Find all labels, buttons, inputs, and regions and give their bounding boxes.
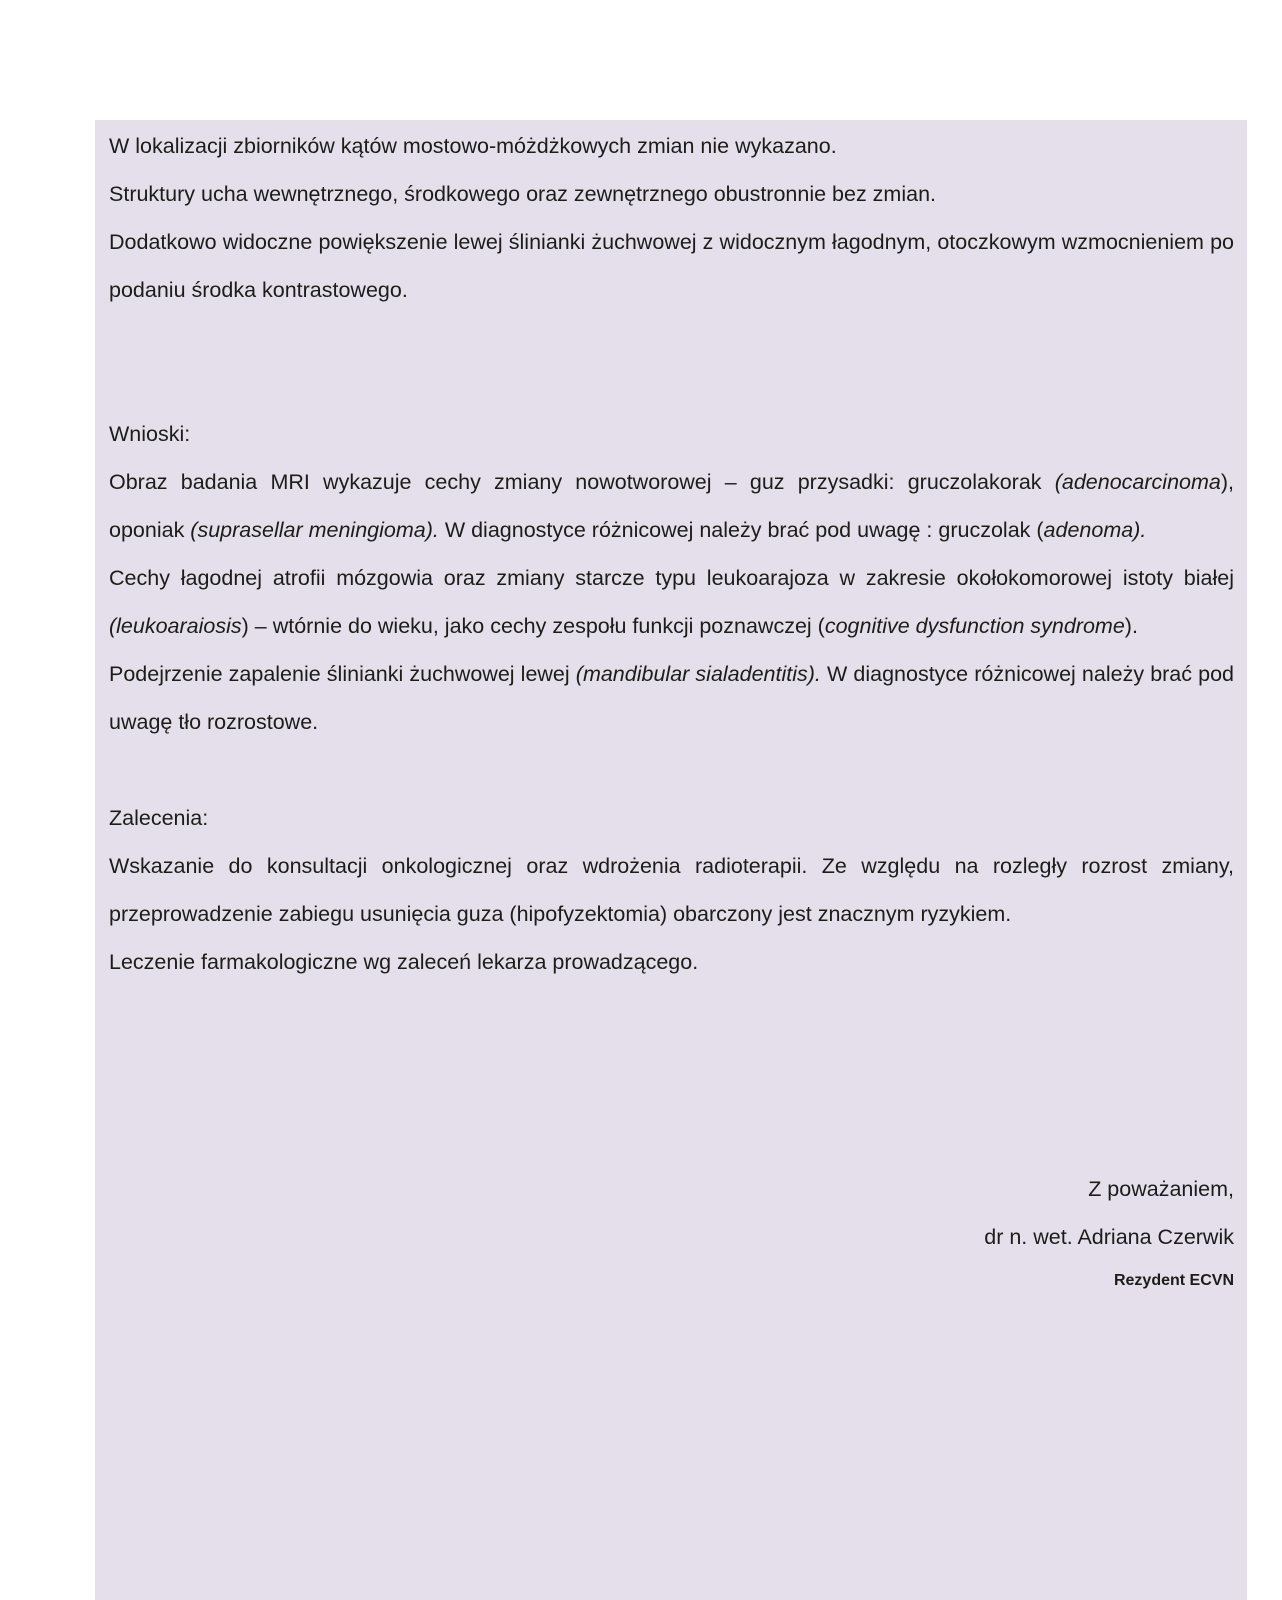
term-leukoaraiosis: (leukoaraiosis — [109, 614, 242, 638]
signature-closing: Z poważaniem, — [1088, 1177, 1234, 1201]
report-body — [109, 122, 1234, 986]
recommendations-heading: Zalecenia: — [109, 806, 209, 830]
finding-ear-structures: Struktury ucha wewnętrznego, środkowego oraz zewnętrznego obustronnie bez zmian. — [109, 182, 937, 206]
finding-salivary-gland: Dodatkowo widoczne powiększenie lewej ślinianki żuchwowej z widocznym łagodnym, otoczkowym wzmocnieniem po podaniu środka kontrastowego. — [109, 230, 1234, 302]
signature-block — [984, 1165, 1234, 1301]
signature-role: Rezydent ECVN — [1113, 1272, 1234, 1289]
recommendation-pharmacology: Leczenie farmakologiczne wg zaleceń lekarza prowadzącego. — [109, 950, 699, 974]
conclusion-atrophy-text: ) – wtórnie do wieku, jako cechy zespołu funkcji poznawczej ( — [241, 614, 825, 638]
conclusions-heading: Wnioski: — [109, 422, 191, 446]
conclusion-sialadentitis — [109, 650, 1234, 746]
term-adenoma: adenoma). — [1043, 518, 1147, 542]
conclusion-tumor — [109, 458, 1234, 554]
term-adenocarcinoma: (adenocarcinoma — [1054, 470, 1221, 494]
conclusion-atrophy — [109, 554, 1234, 650]
conclusion-tumor-text: ), oponiak — [109, 470, 1234, 542]
recommendation-oncology: Wskazanie do konsultacji onkologicznej oraz wdrożenia radioterapii. Ze względu na rozległy rozrost zmiany, przeprowadzenie zabiegu usunięcia guza (hipofyzektomia) obarczony jest znacznym ryzykiem. — [109, 854, 1234, 926]
term-sialadentitis: (mandibular sialadentitis). — [575, 662, 821, 686]
finding-cerebellopontine: W lokalizacji zbiorników kątów mostowo-móżdżkowych zmian nie wykazano. — [109, 134, 837, 158]
conclusion-atrophy-text: Cechy łagodnej atrofii mózgowia oraz zmiany starcze typu leukoarajoza w zakresie okołokomorowej istoty białej — [109, 566, 1234, 590]
term-meningioma: (suprasellar meningioma). — [190, 518, 439, 542]
conclusion-tumor-text: W diagnostyce różnicowej należy brać pod uwagę : gruczolak ( — [438, 518, 1044, 542]
conclusion-atrophy-text: ). — [1124, 614, 1138, 638]
conclusion-tumor-text: Obraz badania MRI wykazuje cechy zmiany nowotworowej – guz przysadki: gruczolakorak — [109, 470, 1055, 494]
signature-name: dr n. wet. Adriana Czerwik — [984, 1225, 1234, 1249]
conclusion-sialadentitis-text: W diagnostyce różnicowej należy brać pod uwagę tło rozrostowe. — [109, 662, 1234, 734]
spacer — [109, 314, 1234, 410]
term-cognitive-dysfunction: cognitive dysfunction syndrome — [824, 614, 1125, 638]
spacer — [109, 746, 1234, 794]
conclusion-sialadentitis-text: Podejrzenie zapalenie ślinianki żuchwowej lewej — [109, 662, 576, 686]
